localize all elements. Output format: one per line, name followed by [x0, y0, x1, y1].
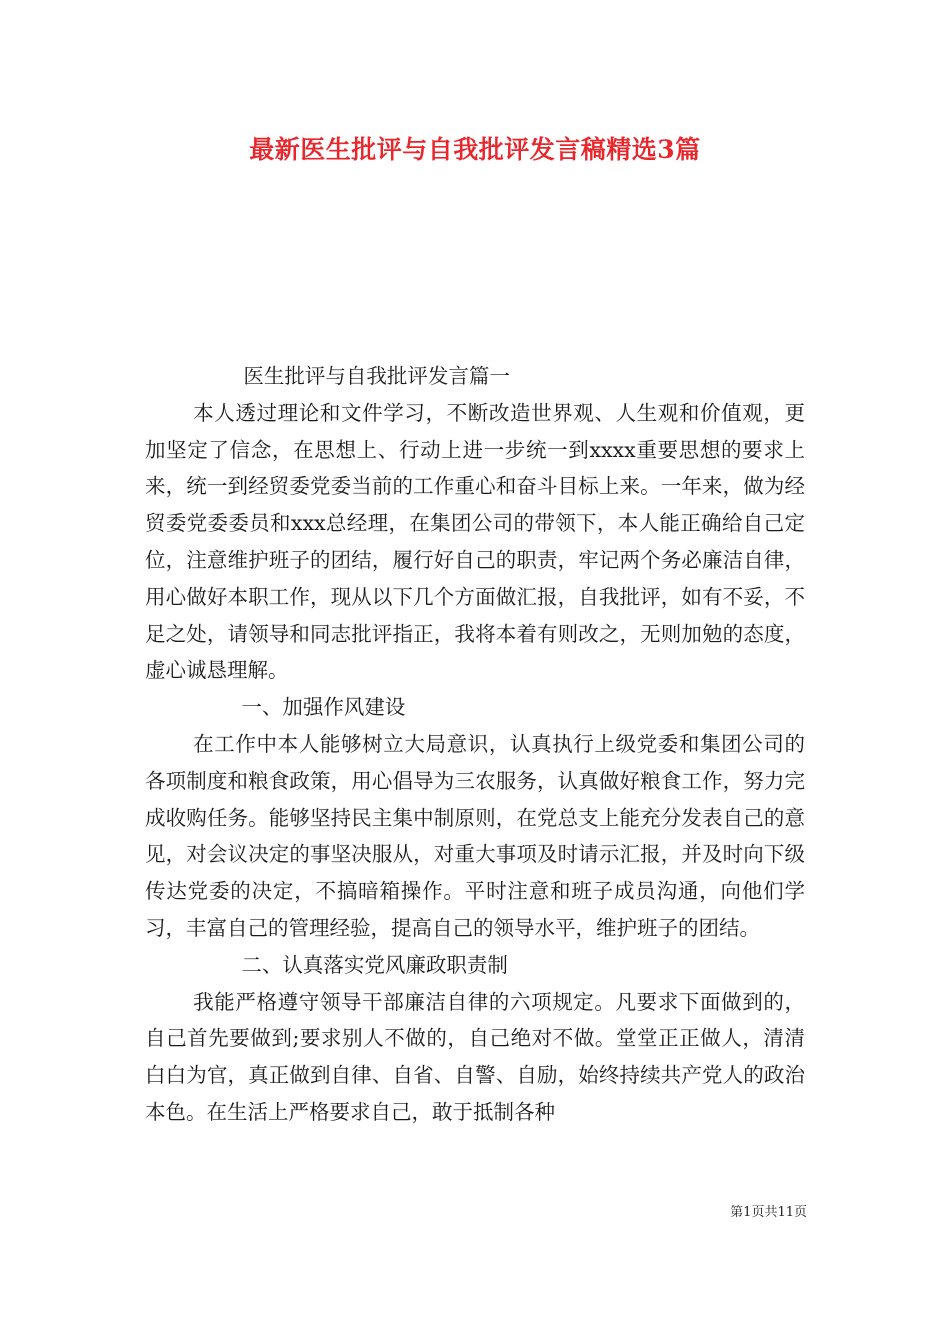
document-body: [145, 358, 805, 1131]
document-title: 最新医生批评与自我批评发言稿精选3篇: [249, 135, 701, 164]
section-title: 医生批评与自我批评发言篇一: [243, 364, 510, 388]
body-paragraph: 在工作中本人能够树立大局意识，认真执行上级党委和集团公司的各项制度和粮食政策，用心倡导为三农服务，认真做好粮食工作，努力完成收购任务。能够坚持民主集中制原则，在党总支上能充分发表自己的意见，对会议决定的事坚决服从，对重大事项及时请示汇报，并及时向下级传达党委的决定，不搞暗箱操作。平时注意和班子成员沟通，向他们学习，丰富自己的管理经验，提高自己的领导水平，维护班子的团结。: [145, 731, 805, 940]
body-paragraph: 我能严格遵守领导干部廉洁自律的六项规定。凡要求下面做到的，自己首先要做到;要求别人不做的，自己绝对不做。堂堂正正做人，清清白白为官，真正做到自律、自省、自警、自励，始终持续共产党人的政治本色。在生活上严格要求自己，敢于抵制各种: [145, 989, 805, 1124]
page-number-footer: 第1页共11页: [730, 1205, 807, 1220]
section-heading: 一、加强作风建设: [241, 695, 406, 720]
section-heading: 二、认真落实党风廉政职责制: [241, 952, 508, 977]
body-paragraph: 本人透过理论和文件学习，不断改造世界观、人生观和价值观，更加坚定了信念，在思想上、行动上进一步统一到xxxx重要思想的要求上来，统一到经贸委党委当前的工作重心和奋斗目标上来。一年来，做为经贸委党委委员和xxx总经理，在集团公司的带领下，本人能正确给自己定位，注意维护班子的团结，履行好自己的职责，牢记两个务必廉洁自律，用心做好本职工作，现从以下几个方面做汇报，自我批评，如有不妥，不足之处，请领导和同志批评指正，我将本着有则改之，无则加勉的态度，虚心诚恳理解。: [145, 400, 805, 683]
